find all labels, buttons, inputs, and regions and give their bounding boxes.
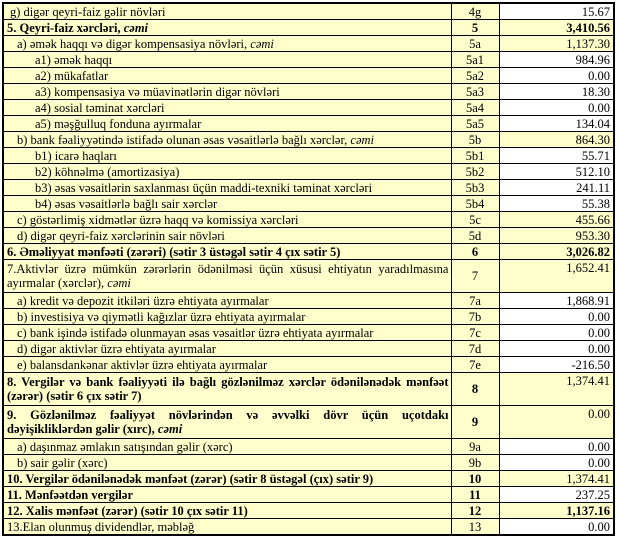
row-value-cell: 0.00 [499,341,614,357]
row-label-cell [3,244,451,260]
row-value-cell: 0.00 [499,439,614,455]
row-label-text: a) əmək haqqı və digər kompensasiya növləri, [17,36,251,51]
income-table-body [3,3,614,535]
row-label-cell [3,196,451,212]
row-value-cell: 134.04 [499,116,614,132]
row-value-cell: 18.30 [499,84,614,100]
row-value-cell: 55.38 [499,196,614,212]
table-row [3,487,614,503]
row-label-text: b3) əsas vəsaitlərin saxlanması üçün maddi-texniki təminat xərcləri [35,180,373,195]
row-label-text: 12. Xalis mənfəət (zərər) (sətir 10 çıx sətir 11) [7,503,248,518]
table-row [3,84,614,100]
table-row [3,503,614,519]
row-label-cell [3,68,451,84]
row-label-cell [3,52,451,68]
row-label-cell [3,341,451,357]
row-code-cell: 5a5 [451,116,499,132]
row-label-text: 13.Elan olunmuş dividendlər, məbləğ [7,519,195,534]
row-value-cell: 241.11 [499,180,614,196]
row-code-cell: 7d [451,341,499,357]
row-code-cell: 9 [451,406,499,439]
row-label-suffix: cəmi [123,20,149,35]
row-label-cell [3,519,451,536]
income-expense-table [2,2,615,536]
table-row [3,3,614,20]
table-row [3,439,614,455]
row-value-cell: 0.00 [499,455,614,471]
row-label-text: e) balansdankənar aktivlər üzrə ehtiyata ayırmalar [17,357,268,372]
row-code-cell: 7b [451,309,499,325]
row-label-text: a3) kompensasiya və müavinətlərin digər növləri [35,84,280,99]
row-value-cell: 864.30 [499,132,614,148]
row-value-cell: 455.66 [499,212,614,228]
table-row [3,228,614,244]
row-code-cell: 5b2 [451,164,499,180]
table-row [3,341,614,357]
row-value-cell: 953.30 [499,228,614,244]
row-code-cell: 12 [451,503,499,519]
row-label-cell [3,164,451,180]
row-label-suffix: cəmi [350,132,375,147]
row-label-cell [3,3,451,20]
row-code-cell: 6 [451,244,499,260]
table-row [3,52,614,68]
row-label-suffix: cəmi [157,422,183,436]
row-code-cell: 13 [451,519,499,536]
table-row [3,100,614,116]
row-label-text: b1) icarə haqları [35,148,117,163]
table-row [3,212,614,228]
row-code-cell: 5 [451,20,499,36]
row-code-cell: 5b [451,132,499,148]
row-label-text: b) investisiya və qiymətli kağızlar üzrə ehtiyata ayırmalar [17,309,306,324]
row-label-cell [3,84,451,100]
row-code-cell: 5b3 [451,180,499,196]
row-label-cell [3,455,451,471]
table-row [3,164,614,180]
row-value-cell: 237.25 [499,487,614,503]
row-value-cell: -216.50 [499,357,614,373]
row-label-text: d) digər aktivlər üzrə ehtiyata ayırmalar [17,341,216,356]
row-label-text: 8. Vergilər və bank fəaliyyəti ilə bağlı gözlənilməz xərclər ödənilənədək mənfəət (zərər) (sətir 6 çıx sətir 7) [7,375,449,403]
row-code-cell: 5c [451,212,499,228]
row-value-cell: 0.00 [499,100,614,116]
row-label-cell [3,357,451,373]
row-value-cell: 512.10 [499,164,614,180]
row-code-cell: 9b [451,455,499,471]
row-label-text: 10. Vergilər ödənilənədək mənfəət (zərər) (sətir 8 üstəgəl (çıx) sətir 9) [7,471,374,486]
row-value-cell: 0.00 [499,309,614,325]
row-code-cell: 10 [451,471,499,487]
row-value-cell: 0.00 [499,406,614,439]
row-label-cell [3,293,451,309]
row-value-cell: 1,137.16 [499,503,614,519]
row-code-cell: 5a1 [451,52,499,68]
table-row [3,36,614,52]
row-value-cell: 0.00 [499,519,614,536]
table-row [3,244,614,260]
table-row [3,373,614,406]
row-code-cell: 5d [451,228,499,244]
row-label-suffix: cəmi [107,276,131,290]
row-label-text: a4) sosial təminat xərcləri [35,100,165,115]
row-label-text: b4) əsas vəsaitlərlə bağlı sair xərclər [35,196,218,211]
table-row [3,20,614,36]
table-row [3,309,614,325]
row-code-cell: 5b1 [451,148,499,164]
row-value-cell: 1,374.41 [499,373,614,406]
row-value-cell: 0.00 [499,325,614,341]
row-label-cell [3,406,451,439]
row-label-text: 5. Qeyri-faiz xərcləri, [7,20,124,35]
table-row [3,132,614,148]
table-row [3,148,614,164]
row-code-cell: 7c [451,325,499,341]
row-code-cell: 8 [451,373,499,406]
row-label-cell [3,373,451,406]
row-label-cell [3,36,451,52]
row-code-cell: 5a [451,36,499,52]
row-label-cell [3,180,451,196]
table-row [3,293,614,309]
row-label-cell [3,439,451,455]
row-value-cell: 55.71 [499,148,614,164]
row-label-text: c) bank işində istifadə olunmayan əsas vəsaitlər üzrə ehtiyata ayırmalar [17,325,374,340]
row-label-cell [3,132,451,148]
table-row [3,325,614,341]
table-row [3,196,614,212]
row-code-cell: 4g [451,3,499,20]
table-row [3,357,614,373]
row-label-text: a5) məşğulluq fonduna ayırmalar [35,116,202,131]
row-code-cell: 5a3 [451,84,499,100]
table-row [3,471,614,487]
row-label-cell [3,20,451,36]
row-label-text: d) digər qeyri-faiz xərclərinin sair növləri [17,228,225,243]
row-label-cell [3,100,451,116]
row-value-cell: 3,026.82 [499,244,614,260]
row-code-cell: 7a [451,293,499,309]
row-label-text: g) digər qeyri-faiz gəlir növləri [10,4,166,19]
row-label-text: a) kredit və depozit itkiləri üzrə ehtiyata ayırmalar [17,293,269,308]
row-label-text: a2) mükafatlar [35,68,109,83]
table-row [3,406,614,439]
row-code-cell: 7e [451,357,499,373]
row-code-cell: 5b4 [451,196,499,212]
row-code-cell: 5a2 [451,68,499,84]
row-label-text: 6. Əməliyyat mənfəəti (zərəri) (sətir 3 üstəgəl sətir 4 çıx sətir 5) [7,244,341,259]
row-value-cell: 1,374.41 [499,471,614,487]
row-label-cell [3,487,451,503]
row-label-cell [3,471,451,487]
row-value-cell: 1,652.41 [499,260,614,293]
row-code-cell: 5a4 [451,100,499,116]
row-label-cell [3,148,451,164]
row-label-cell [3,503,451,519]
row-code-cell: 11 [451,487,499,503]
row-label-text: a1) əmək haqqı [35,52,113,67]
row-label-cell [3,260,451,293]
row-label-text: a) daşınmaz əmlakın satışından gəlir (xərc) [17,439,233,454]
table-row [3,455,614,471]
row-value-cell: 984.96 [499,52,614,68]
row-label-cell [3,212,451,228]
row-code-cell: 7 [451,260,499,293]
row-label-text: b) sair gəlir (xərc) [17,455,108,470]
table-row [3,116,614,132]
row-code-cell: 9a [451,439,499,455]
table-row [3,68,614,84]
row-value-cell: 0.00 [499,68,614,84]
row-label-text: 9. Gözlənilməz fəaliyyət növlərindən və əvvəlki dövr üçün uçotdakı dəyişikliklərdən gəlir (xırc), [7,408,449,436]
row-label-suffix: cəmi [250,36,274,51]
row-label-cell [3,228,451,244]
row-label-cell [3,116,451,132]
row-label-text: 11. Mənfəətdən vergilər [7,487,133,502]
table-row [3,260,614,293]
table-row [3,519,614,536]
row-value-cell: 15.67 [499,3,614,20]
table-row [3,180,614,196]
row-label-cell [3,325,451,341]
row-label-text: b) bank fəaliyyətində istifadə olunan əsas vəsaitlərlə bağlı xərclər, [17,132,351,147]
row-label-text: b2) köhnəlmə (amortizasiya) [35,164,180,179]
row-label-text: 7.Aktivlər üzrə mümkün zərərlərin ödənilməsi üçün xüsusi ehtiyatın yaradılmasına ayırmalar (xərclər), [7,262,449,290]
row-value-cell: 3,410.56 [499,20,614,36]
row-label-cell [3,309,451,325]
row-value-cell: 1,137.30 [499,36,614,52]
row-value-cell: 1,868.91 [499,293,614,309]
row-label-text: c) göstərlimiş xidmətlər üzrə haqq və komissiya xərcləri [17,212,299,227]
